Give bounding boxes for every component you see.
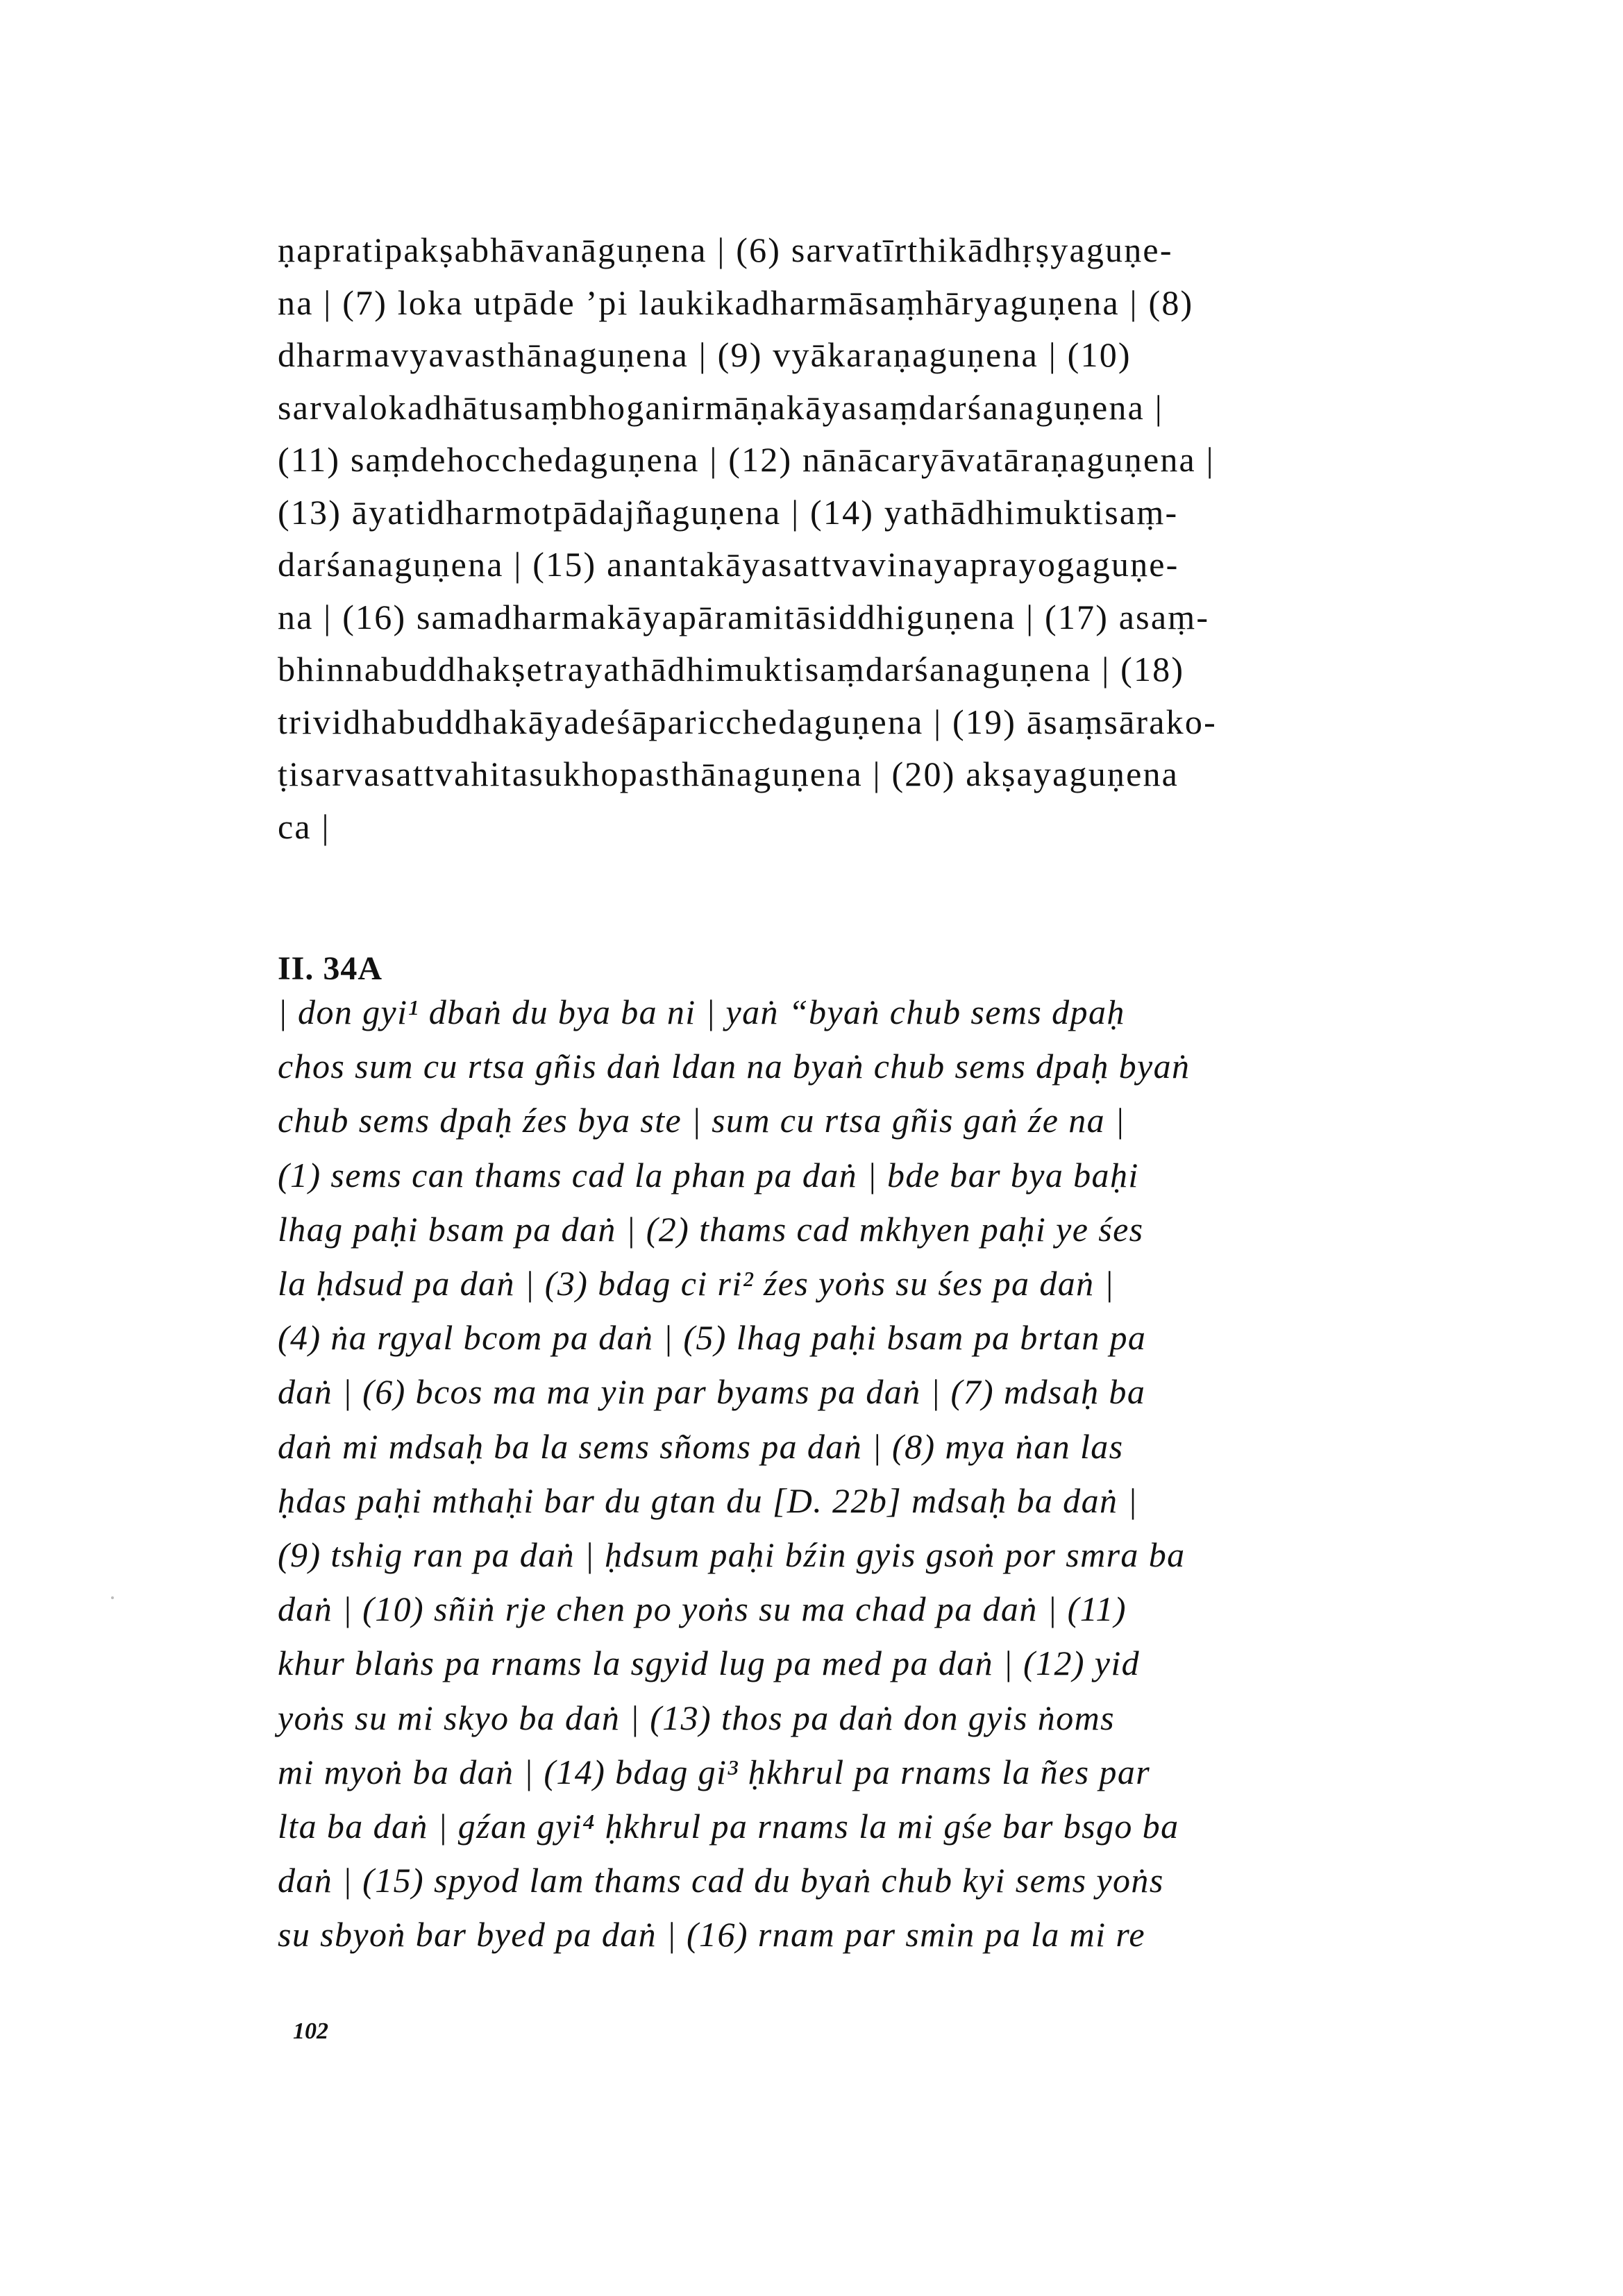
scan-speck: [111, 1596, 114, 1599]
text-line: bhinnabuddhakṣetrayathādhimuktisaṃdarśanaguṇena | (18): [278, 650, 1185, 689]
text-line: su sbyoṅ bar byed pa daṅ | (16) rnam par smin pa la mi re: [278, 1915, 1145, 1955]
text-line: (11) saṃdehocchedaguṇena | (12) nānācaryāvatāraṇaguṇena |: [278, 440, 1215, 479]
text-line: khur blaṅs pa rnams la sgyid lug pa med pa daṅ | (12) yid: [278, 1644, 1141, 1683]
text-line: daṅ | (10) sñiṅ rje chen po yoṅs su ma chad pa daṅ | (11): [278, 1589, 1127, 1629]
tibetan-paragraph: [278, 985, 1381, 1962]
text-line: chos sum cu rtsa gñis daṅ ldan na byaṅ chub sems dpaḥ byaṅ: [278, 1047, 1191, 1086]
text-line: | don gyi¹ dbaṅ du bya ba ni | yaṅ “byaṅ chub sems dpaḥ: [278, 993, 1125, 1031]
text-line: ṭisarvasattvahitasukhopasthānaguṇena | (20) akṣayaguṇena: [278, 754, 1179, 793]
text-line: ṇapratipakṣabhāvanāguṇena | (6) sarvatīrthikādhṛṣyaguṇe-: [278, 230, 1173, 269]
text-line: daṅ | (15) spyod lam thams cad du byaṅ chub kyi sems yoṅs: [278, 1861, 1164, 1900]
text-line: darśanaguṇena | (15) anantakāyasattvavinayaprayogaguṇe-: [278, 545, 1179, 584]
text-line: (13) āyatidharmotpādajñaguṇena | (14) yathādhimuktisaṃ-: [278, 492, 1179, 532]
text-line: na | (16) samadharmakāyapāramitāsiddhiguṇena | (17) asaṃ-: [278, 597, 1210, 636]
text-line: trividhabuddhakāyadeśāparicchedaguṇena | (19) āsaṃsārako-: [278, 702, 1217, 741]
sanskrit-paragraph: [278, 224, 1381, 853]
text-line: lhag paḥi bsam pa daṅ | (2) thams cad mkhyen paḥi ye śes: [278, 1209, 1144, 1249]
text-line: ḥdas paḥi mthaḥi bar du gtan du [D. 22b] mdsaḥ ba daṅ |: [278, 1480, 1138, 1520]
text-line: dharmavyavasthānaguṇena | (9) vyākaraṇaguṇena | (10): [278, 335, 1132, 374]
text-line: na | (7) loka utpāde ’pi laukikadharmāsaṃhāryaguṇena | (8): [278, 282, 1194, 322]
text-line: lta ba daṅ | gźan gyi⁴ ḥkhrul pa rnams la mi gśe bar bsgo ba: [278, 1807, 1179, 1846]
text-line: daṅ mi mdsaḥ ba la sems sñoms pa daṅ | (8) mya ṅan las: [278, 1426, 1124, 1466]
text-line: chub sems dpaḥ źes bya ste | sum cu rtsa gñis gaṅ źe na |: [278, 1101, 1126, 1140]
text-line: sarvalokadhātusaṃbhoganirmāṇakāyasaṃdarśanaguṇena |: [278, 387, 1163, 427]
page-number: 102: [293, 2018, 328, 2044]
text-line: (9) tshig ran pa daṅ | ḥdsum paḥi bźin gyis gsoṅ por smra ba: [278, 1535, 1186, 1575]
text-line: daṅ | (6) bcos ma ma yin par byams pa daṅ | (7) mdsaḥ ba: [278, 1372, 1146, 1412]
text-line: (1) sems can thams cad la phan pa daṅ | bde bar bya baḥi: [278, 1155, 1139, 1195]
text-line: yoṅs su mi skyo ba daṅ | (13) thos pa daṅ don gyis ṅoms: [278, 1698, 1115, 1737]
section-heading: II. 34A: [278, 950, 383, 987]
text-line: mi myoṅ ba daṅ | (14) bdag gi³ ḥkhrul pa rnams la ñes par: [278, 1752, 1151, 1791]
text-line: ca |: [278, 807, 330, 846]
text-line: (4) ṅa rgyal bcom pa daṅ | (5) lhag paḥi bsam pa brtan pa: [278, 1318, 1147, 1358]
text-line: la ḥdsud pa daṅ | (3) bdag ci ri² źes yoṅs su śes pa daṅ |: [278, 1264, 1115, 1303]
